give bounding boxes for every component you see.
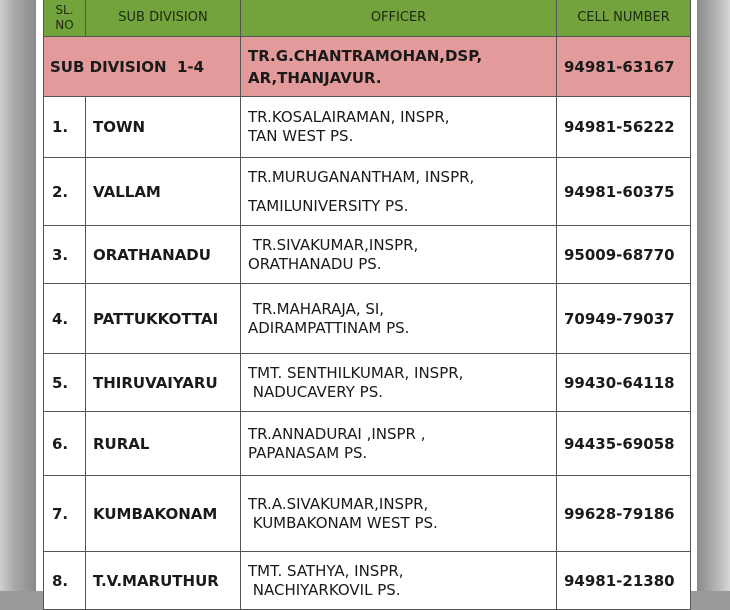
table-header-row	[44, 0, 691, 37]
row-sl-no: 2.	[44, 158, 86, 226]
row-sl-no: 3.	[44, 226, 86, 284]
officer-line-2: NADUCAVERY PS.	[248, 382, 384, 401]
table-row	[44, 226, 691, 284]
row-officer	[241, 158, 557, 226]
row-cell-number: 94435-69058	[557, 412, 691, 476]
page-edge-right	[697, 0, 730, 591]
row-cell-number: 94981-56222	[557, 97, 691, 158]
table-row	[44, 97, 691, 158]
table-row	[44, 354, 691, 412]
row-cell-number: 94981-21380	[557, 552, 691, 610]
officer-line-1: TR.KOSALAIRAMAN, INSPR,	[248, 108, 450, 126]
officer-line-1: TR.G.CHANTRAMOHAN,DSP,	[248, 46, 483, 65]
row-officer	[241, 97, 557, 158]
row-sub-division: THIRUVAIYARU	[86, 354, 241, 412]
officer-line-2: KUMBAKONAM WEST PS.	[248, 513, 438, 532]
sub-division-officer	[241, 37, 557, 97]
row-cell-number: 99430-64118	[557, 354, 691, 412]
row-officer	[241, 354, 557, 412]
row-sub-division: T.V.MARUTHUR	[86, 552, 241, 610]
header-cell-number: CELL NUMBER	[557, 0, 691, 37]
row-sub-division: PATTUKKOTTAI	[86, 284, 241, 354]
officer-line-2: AR,THANJAVUR.	[248, 68, 382, 87]
header-sl-no: SL. NO	[44, 0, 86, 37]
row-sl-no: 8.	[44, 552, 86, 610]
page-edge-left	[0, 0, 36, 591]
officer-line-1: TMT. SENTHILKUMAR, INSPR,	[248, 363, 464, 382]
table-row	[44, 412, 691, 476]
row-officer	[241, 552, 557, 610]
row-sub-division: KUMBAKONAM	[86, 476, 241, 552]
row-cell-number: 70949-79037	[557, 284, 691, 354]
row-sub-division: ORATHANADU	[86, 226, 241, 284]
row-sl-no: 7.	[44, 476, 86, 552]
sub-division-name: SUB DIVISION 1-4	[44, 37, 241, 97]
row-officer	[241, 476, 557, 552]
row-sl-no: 4.	[44, 284, 86, 354]
table-row	[44, 552, 691, 610]
officer-line-2: ADIRAMPATTINAM PS.	[248, 318, 410, 337]
sub-division-cell: 94981-63167	[557, 37, 691, 97]
table-row	[44, 158, 691, 226]
row-officer	[241, 412, 557, 476]
row-sub-division: VALLAM	[86, 158, 241, 226]
officer-line-1: TMT. SATHYA, INSPR,	[248, 561, 404, 580]
header-officer: OFFICER	[241, 0, 557, 37]
header-sub-division: SUB DIVISION	[86, 0, 241, 37]
officer-line-2: PAPANASAM PS.	[248, 443, 368, 462]
row-sub-division: TOWN	[86, 97, 241, 158]
row-sub-division: RURAL	[86, 412, 241, 476]
table-row	[44, 476, 691, 552]
row-officer	[241, 226, 557, 284]
row-cell-number: 94981-60375	[557, 158, 691, 226]
row-sl-no: 5.	[44, 354, 86, 412]
officer-line-1: TR.MURUGANANTHAM, INSPR,	[248, 167, 475, 186]
officer-line-2: TAN WEST PS.	[248, 127, 354, 145]
sub-division-row	[44, 37, 691, 97]
officer-line-1: TR.SIVAKUMAR,INSPR,	[248, 235, 419, 254]
row-sl-no: 1.	[44, 97, 86, 158]
table-row	[44, 284, 691, 354]
officer-line-1: TR.MAHARAJA, SI,	[248, 299, 385, 318]
officer-line-1: TR.A.SIVAKUMAR,INSPR,	[248, 494, 429, 513]
officer-line-2: TAMILUNIVERSITY PS.	[248, 196, 409, 215]
row-cell-number: 99628-79186	[557, 476, 691, 552]
officer-line-1: TR.ANNADURAI ,INSPR ,	[248, 424, 426, 443]
officer-table	[43, 0, 691, 610]
row-cell-number: 95009-68770	[557, 226, 691, 284]
row-officer	[241, 284, 557, 354]
row-sl-no: 6.	[44, 412, 86, 476]
document-sheet	[36, 0, 697, 599]
officer-line-2: ORATHANADU PS.	[248, 254, 382, 273]
officer-line-2: NACHIYARKOVIL PS.	[248, 580, 401, 599]
